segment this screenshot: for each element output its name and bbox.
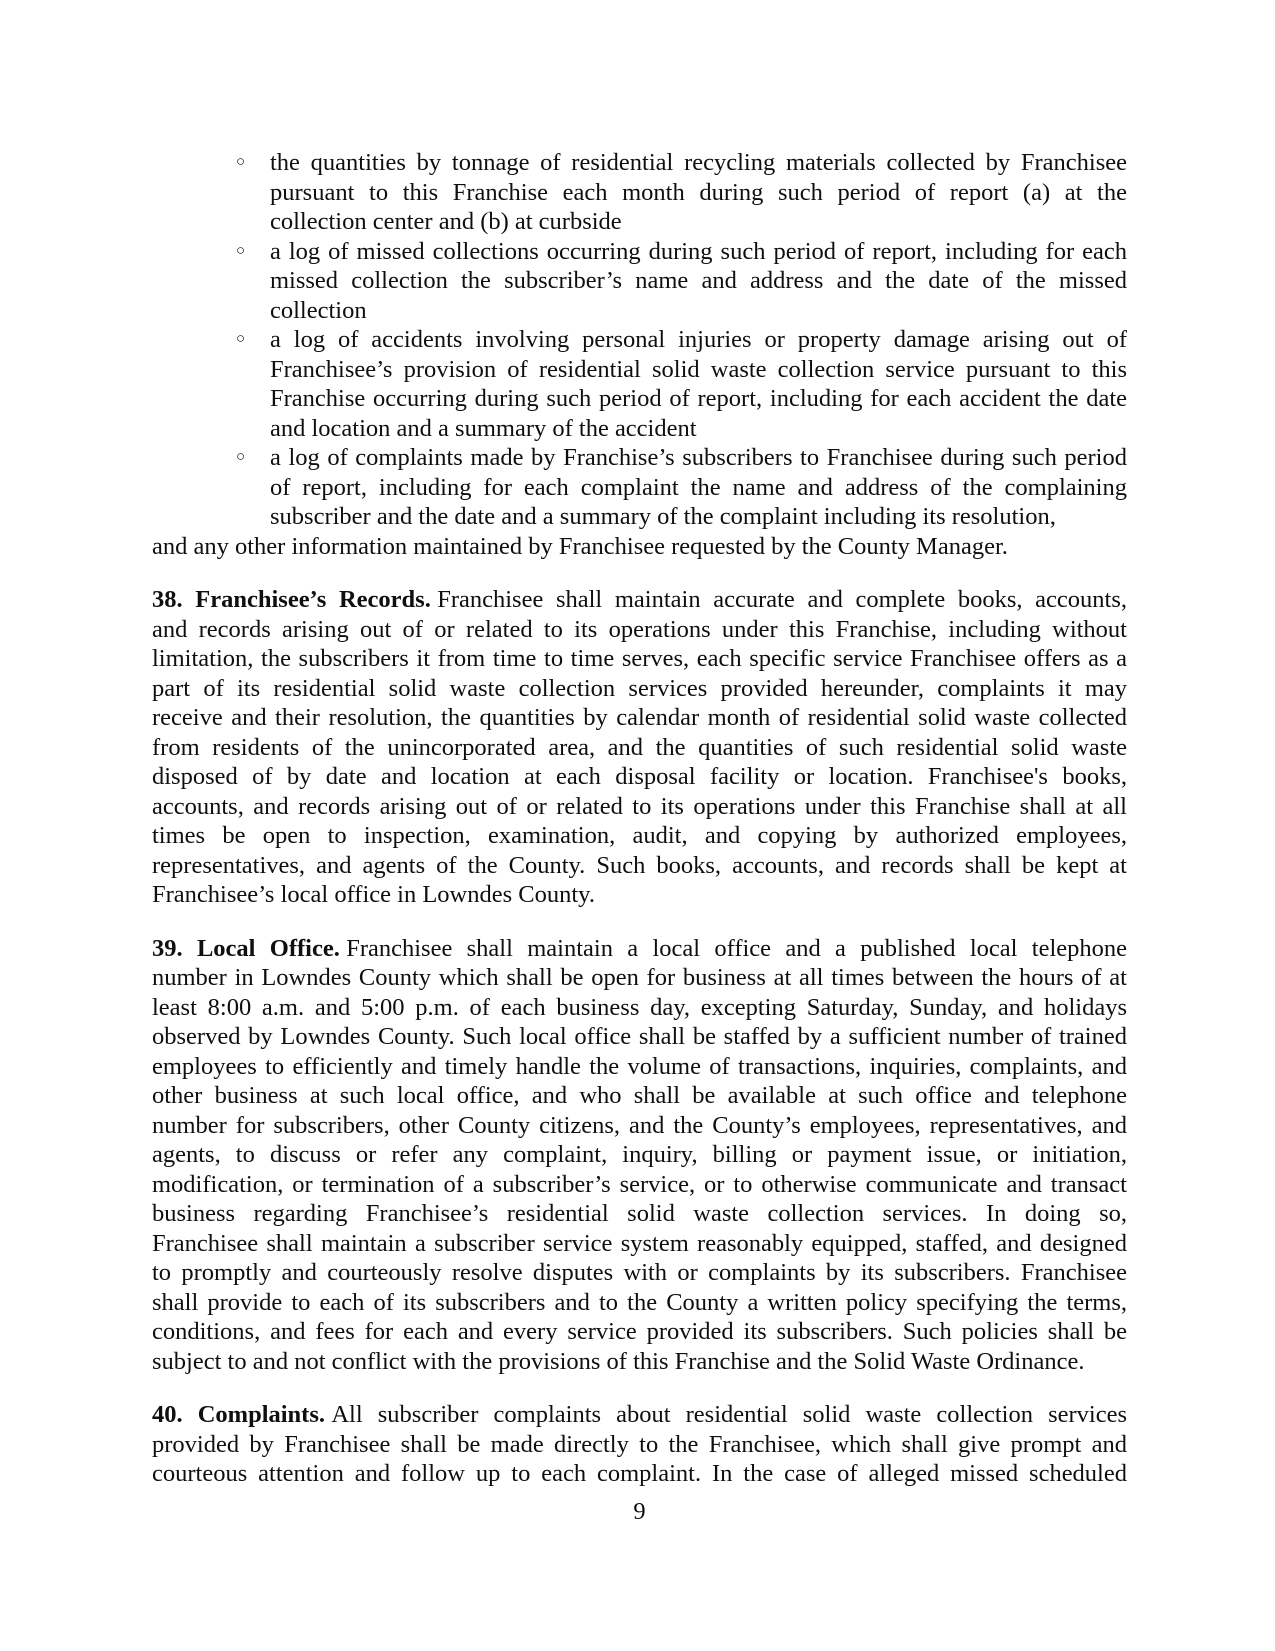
section-heading: 38. Franchisee’s Records. (152, 586, 431, 613)
bullet-line: subscriber and the date and a summary of the complaint including its resolution, (270, 503, 1056, 530)
bullet-line: Franchise occurring during such period of report, including for each accident the date (270, 385, 1127, 412)
paragraph-line: agents, to discuss or refer any complaint, inquiry, billing or payment issue, or initiation, (152, 1141, 1127, 1168)
bullet-item (236, 325, 1127, 443)
paragraph-line: courteous attention and follow up to each complaint. In the case of alleged missed scheduled (152, 1460, 1127, 1487)
paragraph-line: subject to and not conflict with the provisions of this Franchise and the Solid Waste Ordinance. (152, 1347, 1085, 1375)
paragraph-text: Franchisee shall maintain a local office and a published local telephone (346, 934, 1127, 962)
bullet-item (236, 148, 1127, 237)
paragraph-line: least 8:00 a.m. and 5:00 p.m. of each business day, excepting Saturday, Sunday, and holidays (152, 993, 1127, 1021)
paragraph-line: number for subscribers, other County citizens, and the County’s employees, representatives, and (152, 1111, 1127, 1139)
bullet-line: and location and a summary of the accident (270, 414, 697, 442)
bullet-item (236, 237, 1127, 326)
continuation-line: and any other information maintained by Franchisee requested by the County Manager. (152, 532, 1008, 560)
bullet-line: pursuant to this Franchise each month during such period of report (a) at the (270, 178, 1127, 206)
section-heading: 40. Complaints. (152, 1401, 325, 1428)
section-heading: 39. Local Office. (152, 934, 340, 962)
section-paragraph (152, 934, 1127, 1377)
paragraph-line: representatives, and agents of the County. Such books, accounts, and records shall be kept at (152, 851, 1127, 879)
paragraph-line: accounts, and records arising out of or related to its operations under this Franchise shall at all (152, 792, 1127, 820)
paragraph-line (152, 934, 1127, 964)
paragraph-line: Franchisee shall maintain a subscriber service system reasonably equipped, staffed, and designed (152, 1229, 1127, 1257)
document-sections (152, 585, 1127, 1489)
paragraph-line: and records arising out of or related to its operations under this Franchise, including without (152, 615, 1127, 643)
document-text-block (152, 148, 1127, 1526)
paragraph-line: modification, or termination of a subscriber’s service, or to otherwise communicate and transact (152, 1170, 1127, 1198)
bullet-list (152, 148, 1127, 532)
paragraph-line: times be open to inspection, examination, audit, and copying by authorized employees, (152, 822, 1127, 849)
bullet-line: collection center and (b) at curbside (270, 208, 622, 235)
bullet-line: a log of complaints made by Franchise’s subscribers to Franchisee during such period (270, 444, 1127, 471)
paragraph-text: All subscriber complaints about residential solid waste collection services (331, 1401, 1127, 1428)
section-paragraph (152, 585, 1127, 910)
circle-bullet-icon: ○ (236, 331, 246, 347)
bullet-item (236, 443, 1127, 532)
paragraph-text: Franchisee shall maintain accurate and complete books, accounts, (437, 586, 1127, 613)
paragraph-line: employees to efficiently and timely handle the volume of transactions, inquiries, complaints, and (152, 1052, 1127, 1080)
section-paragraph (152, 1400, 1127, 1489)
bullet-line: a log of missed collections occurring during such period of report, including for each (270, 237, 1127, 265)
paragraph-line: provided by Franchisee shall be made directly to the Franchisee, which shall give prompt and (152, 1430, 1127, 1458)
circle-bullet-icon: ○ (236, 449, 246, 465)
page-number: 9 (633, 1497, 646, 1525)
paragraph-line: to promptly and courteously resolve disputes with or complaints by its subscribers. Franchisee (152, 1259, 1127, 1286)
paragraph-line: shall provide to each of its subscribers and to the County a written policy specifying the terms, (152, 1288, 1127, 1316)
bullet-line: collection (270, 296, 367, 324)
paragraph-line (152, 1400, 1127, 1430)
paragraph-line: observed by Lowndes County. Such local office shall be staffed by a sufficient number of trained (152, 1023, 1127, 1050)
paragraph-line (152, 585, 1127, 615)
paragraph-line: number in Lowndes County which shall be open for business at all times between the hours of at (152, 964, 1127, 991)
paragraph-line: business regarding Franchisee’s residential solid waste collection services. In doing so, (152, 1200, 1127, 1227)
paragraph-line: other business at such local office, and who shall be available at such office and telephone (152, 1082, 1127, 1109)
bullet-line: of report, including for each complaint the name and address of the complaining (270, 473, 1127, 501)
paragraph-line: disposed of by date and location at each disposal facility or location. Franchisee's books, (152, 763, 1127, 790)
circle-bullet-icon: ○ (236, 154, 246, 170)
bullet-line: missed collection the subscriber’s name and address and the date of the missed (270, 267, 1127, 294)
circle-bullet-icon: ○ (236, 242, 246, 259)
paragraph-line: conditions, and fees for each and every service provided its subscribers. Such policies shall be (152, 1318, 1127, 1345)
paragraph-line: from residents of the unincorporated area, and the quantities of such residential solid waste (152, 733, 1127, 761)
paragraph-line: limitation, the subscribers it from time to time serves, each specific service Franchisee offers as a (152, 645, 1127, 672)
paragraph-line: Franchisee’s local office in Lowndes County. (152, 881, 595, 908)
paragraph-line: part of its residential solid waste collection services provided hereunder, complaints it may (152, 674, 1127, 702)
bullet-line: Franchisee’s provision of residential solid waste collection service pursuant to this (270, 355, 1127, 383)
bullet-line: a log of accidents involving personal injuries or property damage arising out of (270, 326, 1127, 353)
paragraph-line: receive and their resolution, the quantities by calendar month of residential solid waste collected (152, 704, 1127, 731)
bullet-line: the quantities by tonnage of residential recycling materials collected by Franchisee (270, 149, 1127, 176)
